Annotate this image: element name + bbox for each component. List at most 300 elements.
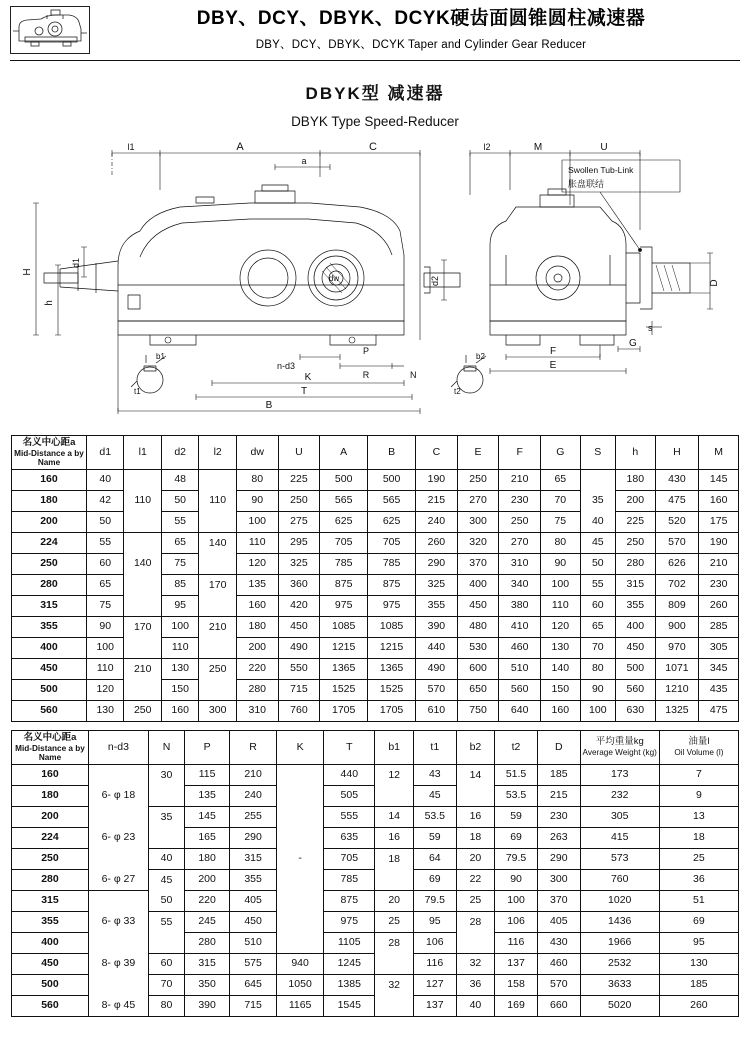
cell-G: 75 bbox=[541, 512, 581, 533]
table-row bbox=[12, 638, 739, 659]
cell-D: 290 bbox=[537, 849, 580, 870]
cell-R: 290 bbox=[230, 828, 277, 849]
cell-a: 250 bbox=[12, 849, 89, 870]
cell-avg-weight: 1436 bbox=[580, 912, 659, 933]
cell-U: 325 bbox=[278, 554, 320, 575]
label-dw: dw bbox=[328, 274, 340, 283]
table-row bbox=[12, 870, 739, 891]
cell-n-d3: 6- φ 23 bbox=[88, 828, 148, 849]
cell-A: 625 bbox=[320, 512, 368, 533]
cell-t2: 69 bbox=[495, 828, 538, 849]
cell-F: 510 bbox=[499, 659, 541, 680]
cell-F: 270 bbox=[499, 533, 541, 554]
cell-l1: 170 bbox=[124, 617, 161, 638]
label-b1: b1 bbox=[156, 352, 165, 361]
cell-K: 1165 bbox=[277, 996, 324, 1017]
table-row bbox=[12, 828, 739, 849]
cell-E: 530 bbox=[457, 638, 499, 659]
cell-B: 1365 bbox=[368, 659, 416, 680]
cell-t2: 137 bbox=[495, 954, 538, 975]
cell-N: 50 bbox=[148, 891, 184, 912]
cell-d2: 65 bbox=[161, 533, 198, 554]
cell-l1 bbox=[124, 470, 161, 491]
cell-b2 bbox=[456, 933, 494, 954]
cell-d2: 130 bbox=[161, 659, 198, 680]
cell-C: 390 bbox=[416, 617, 458, 638]
cell-B: 875 bbox=[368, 575, 416, 596]
cell-G: 150 bbox=[541, 680, 581, 701]
cell-N: 80 bbox=[148, 996, 184, 1017]
cell-a: 500 bbox=[12, 680, 87, 701]
cell-E: 250 bbox=[457, 470, 499, 491]
cell-avg-weight: 760 bbox=[580, 870, 659, 891]
cell-a: 500 bbox=[12, 975, 89, 996]
cell-A: 1525 bbox=[320, 680, 368, 701]
cell-N: 35 bbox=[148, 807, 184, 828]
cell-h: 400 bbox=[616, 617, 656, 638]
cell-l1 bbox=[124, 575, 161, 596]
cell-S: 40 bbox=[580, 512, 615, 533]
cell-h: 630 bbox=[616, 701, 656, 722]
cell-b2: 18 bbox=[456, 828, 494, 849]
cell-a: 560 bbox=[12, 996, 89, 1017]
cell-C: 215 bbox=[416, 491, 458, 512]
cell-avg-weight: 5020 bbox=[580, 996, 659, 1017]
cell-H: 1071 bbox=[655, 659, 699, 680]
cell-R: 355 bbox=[230, 870, 277, 891]
cell-R: 645 bbox=[230, 975, 277, 996]
cell-t2: 90 bbox=[495, 870, 538, 891]
cell-C: 440 bbox=[416, 638, 458, 659]
cell-h: 560 bbox=[616, 680, 656, 701]
cell-E: 320 bbox=[457, 533, 499, 554]
cell-b1: 18 bbox=[375, 849, 413, 870]
cell-E: 400 bbox=[457, 575, 499, 596]
th-t2: t2 bbox=[495, 731, 538, 765]
cell-b1: 20 bbox=[375, 891, 413, 912]
header-titles bbox=[102, 6, 740, 54]
cell-N: 55 bbox=[148, 912, 184, 933]
cell-n-d3: 6- φ 27 bbox=[88, 870, 148, 891]
dimensions-table-2 bbox=[11, 730, 739, 1017]
label-H: H bbox=[22, 268, 33, 276]
cell-R: 210 bbox=[230, 765, 277, 786]
cell-d2: 150 bbox=[161, 680, 198, 701]
cell-b1: 14 bbox=[375, 807, 413, 828]
cell-avg-weight: 573 bbox=[580, 849, 659, 870]
cell-dw: 280 bbox=[236, 680, 278, 701]
cell-l1 bbox=[124, 638, 161, 659]
cell-l1: 250 bbox=[124, 701, 161, 722]
cell-H: 900 bbox=[655, 617, 699, 638]
cell-S: 55 bbox=[580, 575, 615, 596]
table2-header-row bbox=[12, 731, 739, 765]
cell-d2: 100 bbox=[161, 617, 198, 638]
cell-B: 500 bbox=[368, 470, 416, 491]
cell-n-d3: 6- φ 33 bbox=[88, 912, 148, 933]
label-b2: b2 bbox=[476, 352, 485, 361]
cell-d1: 100 bbox=[86, 638, 123, 659]
cell-avg-weight: 415 bbox=[580, 828, 659, 849]
cell-H: 430 bbox=[655, 470, 699, 491]
cell-d2: 48 bbox=[161, 470, 198, 491]
table-row bbox=[12, 996, 739, 1017]
cell-N bbox=[148, 786, 184, 807]
cell-h: 280 bbox=[616, 554, 656, 575]
table-row bbox=[12, 807, 739, 828]
cell-T: 555 bbox=[324, 807, 375, 828]
cell-l2: 210 bbox=[199, 617, 236, 638]
cell-S: 80 bbox=[580, 659, 615, 680]
cell-R: 715 bbox=[230, 996, 277, 1017]
cell-N: 60 bbox=[148, 954, 184, 975]
cell-h: 180 bbox=[616, 470, 656, 491]
label-a: a bbox=[301, 156, 307, 166]
cell-a: 560 bbox=[12, 701, 87, 722]
label-F: F bbox=[549, 346, 557, 357]
cell-S: 65 bbox=[580, 617, 615, 638]
cell-t1: 127 bbox=[413, 975, 456, 996]
label-swollen-en: Swollen Tub-Link bbox=[568, 165, 634, 175]
cell-h: 355 bbox=[616, 596, 656, 617]
table1-header-row bbox=[12, 436, 739, 470]
cell-t2: 79.5 bbox=[495, 849, 538, 870]
cell-a: 160 bbox=[12, 470, 87, 491]
cell-t1: 69 bbox=[413, 870, 456, 891]
cell-D: 263 bbox=[537, 828, 580, 849]
cell-T: 440 bbox=[324, 765, 375, 786]
cell-A: 1705 bbox=[320, 701, 368, 722]
cell-P: 390 bbox=[185, 996, 230, 1017]
cell-P: 115 bbox=[185, 765, 230, 786]
table-row bbox=[12, 680, 739, 701]
cell-d1: 65 bbox=[86, 575, 123, 596]
th-S: S bbox=[580, 436, 615, 470]
cell-B: 1085 bbox=[368, 617, 416, 638]
cell-M: 145 bbox=[699, 470, 739, 491]
title-en: DBY、DCY、DBYK、DCYK Taper and Cylinder Gear Reducer bbox=[255, 38, 587, 51]
cell-H: 702 bbox=[655, 575, 699, 596]
cell-M: 260 bbox=[699, 596, 739, 617]
cell-t2: 158 bbox=[495, 975, 538, 996]
cell-b2: 20 bbox=[456, 849, 494, 870]
cell-K: - bbox=[277, 849, 324, 870]
cell-d1: 120 bbox=[86, 680, 123, 701]
cell-N: 70 bbox=[148, 975, 184, 996]
cell-T: 635 bbox=[324, 828, 375, 849]
cell-l2: 300 bbox=[199, 701, 236, 722]
gear-reducer-logo bbox=[10, 6, 90, 54]
cell-F: 310 bbox=[499, 554, 541, 575]
cell-a: 180 bbox=[12, 786, 89, 807]
cell-A: 1085 bbox=[320, 617, 368, 638]
cell-R: 315 bbox=[230, 849, 277, 870]
cell-K bbox=[277, 870, 324, 891]
cell-t2: 116 bbox=[495, 933, 538, 954]
cell-b2 bbox=[456, 786, 494, 807]
cell-oil-volume: 13 bbox=[659, 807, 738, 828]
cell-H: 520 bbox=[655, 512, 699, 533]
th-P: P bbox=[185, 731, 230, 765]
cell-t1: 116 bbox=[413, 954, 456, 975]
cell-P: 180 bbox=[185, 849, 230, 870]
cell-d2: 85 bbox=[161, 575, 198, 596]
cell-T: 505 bbox=[324, 786, 375, 807]
cell-G: 160 bbox=[541, 701, 581, 722]
cell-l1 bbox=[124, 512, 161, 533]
cell-d2: 50 bbox=[161, 491, 198, 512]
cell-l2 bbox=[199, 680, 236, 701]
th-D: D bbox=[537, 731, 580, 765]
cell-P: 315 bbox=[185, 954, 230, 975]
table-row bbox=[12, 533, 739, 554]
cell-B: 565 bbox=[368, 491, 416, 512]
cell-C: 610 bbox=[416, 701, 458, 722]
cell-C: 190 bbox=[416, 470, 458, 491]
th-l1: l1 bbox=[124, 436, 161, 470]
cell-U: 420 bbox=[278, 596, 320, 617]
cell-n-d3 bbox=[88, 975, 148, 996]
th-A: A bbox=[320, 436, 368, 470]
cell-E: 270 bbox=[457, 491, 499, 512]
cell-a: 355 bbox=[12, 617, 87, 638]
cell-D: 430 bbox=[537, 933, 580, 954]
cell-dw: 310 bbox=[236, 701, 278, 722]
cell-D: 405 bbox=[537, 912, 580, 933]
subtitle-block bbox=[0, 79, 750, 129]
cell-d1: 40 bbox=[86, 470, 123, 491]
cell-avg-weight: 305 bbox=[580, 807, 659, 828]
cell-t1: 106 bbox=[413, 933, 456, 954]
cell-F: 340 bbox=[499, 575, 541, 596]
table-row bbox=[12, 954, 739, 975]
cell-M: 175 bbox=[699, 512, 739, 533]
label-R: R bbox=[362, 370, 370, 380]
cell-n-d3: 8- φ 39 bbox=[88, 954, 148, 975]
cell-a: 450 bbox=[12, 659, 87, 680]
cell-l2: 170 bbox=[199, 575, 236, 596]
cell-C: 290 bbox=[416, 554, 458, 575]
cell-t1: 79.5 bbox=[413, 891, 456, 912]
cell-S: 35 bbox=[580, 491, 615, 512]
table-row bbox=[12, 701, 739, 722]
cell-h: 500 bbox=[616, 659, 656, 680]
cell-U: 225 bbox=[278, 470, 320, 491]
cell-K bbox=[277, 807, 324, 828]
label-l2: l2 bbox=[483, 142, 491, 152]
cell-avg-weight: 3633 bbox=[580, 975, 659, 996]
cell-t2: 169 bbox=[495, 996, 538, 1017]
cell-T: 875 bbox=[324, 891, 375, 912]
cell-S: 45 bbox=[580, 533, 615, 554]
table-row bbox=[12, 912, 739, 933]
th-T: T bbox=[324, 731, 375, 765]
cell-K bbox=[277, 891, 324, 912]
label-t1: t1 bbox=[134, 387, 141, 396]
cell-F: 410 bbox=[499, 617, 541, 638]
cell-l2 bbox=[199, 596, 236, 617]
cell-a: 180 bbox=[12, 491, 87, 512]
cell-dw: 220 bbox=[236, 659, 278, 680]
th-d1: d1 bbox=[86, 436, 123, 470]
cell-b1: 28 bbox=[375, 933, 413, 954]
cell-t2: 59 bbox=[495, 807, 538, 828]
cell-dw: 135 bbox=[236, 575, 278, 596]
label-t2: t2 bbox=[454, 387, 461, 396]
cell-R: 510 bbox=[230, 933, 277, 954]
th-avg-weight: 平均重量kg Average Weight (kg) bbox=[580, 731, 659, 765]
cell-oil-volume: 130 bbox=[659, 954, 738, 975]
cell-C: 260 bbox=[416, 533, 458, 554]
cell-U: 490 bbox=[278, 638, 320, 659]
cell-R: 450 bbox=[230, 912, 277, 933]
cell-n-d3 bbox=[88, 807, 148, 828]
cell-G: 120 bbox=[541, 617, 581, 638]
cell-n-d3 bbox=[88, 765, 148, 786]
th-M: M bbox=[699, 436, 739, 470]
cell-G: 65 bbox=[541, 470, 581, 491]
cell-M: 305 bbox=[699, 638, 739, 659]
cell-b2: 28 bbox=[456, 912, 494, 933]
cell-avg-weight: 1966 bbox=[580, 933, 659, 954]
cell-G: 140 bbox=[541, 659, 581, 680]
cell-dw: 90 bbox=[236, 491, 278, 512]
cell-a: 224 bbox=[12, 533, 87, 554]
cell-A: 1215 bbox=[320, 638, 368, 659]
cell-F: 230 bbox=[499, 491, 541, 512]
cell-d2: 160 bbox=[161, 701, 198, 722]
cell-U: 715 bbox=[278, 680, 320, 701]
cell-dw: 100 bbox=[236, 512, 278, 533]
th-t1: t1 bbox=[413, 731, 456, 765]
cell-E: 600 bbox=[457, 659, 499, 680]
cell-oil-volume: 25 bbox=[659, 849, 738, 870]
cell-R: 255 bbox=[230, 807, 277, 828]
cell-M: 285 bbox=[699, 617, 739, 638]
th-R: R bbox=[230, 731, 277, 765]
cell-T: 1385 bbox=[324, 975, 375, 996]
cell-S: 50 bbox=[580, 554, 615, 575]
subtitle-cn: DBYK型 减速器 bbox=[305, 84, 445, 103]
cell-G: 70 bbox=[541, 491, 581, 512]
cell-oil-volume: 7 bbox=[659, 765, 738, 786]
table-row bbox=[12, 891, 739, 912]
cell-P: 350 bbox=[185, 975, 230, 996]
cell-oil-volume: 95 bbox=[659, 933, 738, 954]
cell-B: 1215 bbox=[368, 638, 416, 659]
cell-dw: 120 bbox=[236, 554, 278, 575]
page-header bbox=[0, 0, 750, 56]
cell-l1 bbox=[124, 596, 161, 617]
cell-d1: 130 bbox=[86, 701, 123, 722]
cell-l2: 110 bbox=[199, 491, 236, 512]
table-row bbox=[12, 596, 739, 617]
cell-d1: 60 bbox=[86, 554, 123, 575]
cell-E: 750 bbox=[457, 701, 499, 722]
cell-A: 785 bbox=[320, 554, 368, 575]
cell-A: 1365 bbox=[320, 659, 368, 680]
cell-t1: 137 bbox=[413, 996, 456, 1017]
cell-t1: 53.5 bbox=[413, 807, 456, 828]
cell-t1: 59 bbox=[413, 828, 456, 849]
cell-S: 60 bbox=[580, 596, 615, 617]
cell-n-d3 bbox=[88, 891, 148, 912]
cell-B: 975 bbox=[368, 596, 416, 617]
cell-d2: 110 bbox=[161, 638, 198, 659]
cell-S: 90 bbox=[580, 680, 615, 701]
cell-oil-volume: 36 bbox=[659, 870, 738, 891]
cell-R: 575 bbox=[230, 954, 277, 975]
cell-U: 275 bbox=[278, 512, 320, 533]
cell-b2: 32 bbox=[456, 954, 494, 975]
cell-A: 565 bbox=[320, 491, 368, 512]
cell-T: 1245 bbox=[324, 954, 375, 975]
cell-b2: 36 bbox=[456, 975, 494, 996]
cell-D: 185 bbox=[537, 765, 580, 786]
cell-t2: 53.5 bbox=[495, 786, 538, 807]
cell-l2 bbox=[199, 470, 236, 491]
cell-S bbox=[580, 470, 615, 491]
cell-a: 250 bbox=[12, 554, 87, 575]
cell-n-d3: 6- φ 18 bbox=[88, 786, 148, 807]
cell-C: 490 bbox=[416, 659, 458, 680]
cell-M: 230 bbox=[699, 575, 739, 596]
cell-a: 450 bbox=[12, 954, 89, 975]
cell-n-d3 bbox=[88, 933, 148, 954]
cell-C: 570 bbox=[416, 680, 458, 701]
label-G: G bbox=[629, 338, 637, 349]
th-b1: b1 bbox=[375, 731, 413, 765]
th-mid-distance: 名义中心距a Mid-Distance a by Name bbox=[12, 436, 87, 470]
cell-l2: 140 bbox=[199, 533, 236, 554]
cell-t2: 51.5 bbox=[495, 765, 538, 786]
cell-B: 705 bbox=[368, 533, 416, 554]
cell-n-d3 bbox=[88, 849, 148, 870]
cell-t1: 43 bbox=[413, 765, 456, 786]
cell-F: 560 bbox=[499, 680, 541, 701]
cell-P: 145 bbox=[185, 807, 230, 828]
cell-K bbox=[277, 765, 324, 786]
cell-H: 970 bbox=[655, 638, 699, 659]
cell-oil-volume: 185 bbox=[659, 975, 738, 996]
table-row bbox=[12, 491, 739, 512]
cell-oil-volume: 51 bbox=[659, 891, 738, 912]
th-l2: l2 bbox=[199, 436, 236, 470]
cell-A: 975 bbox=[320, 596, 368, 617]
cell-l2: 250 bbox=[199, 659, 236, 680]
th-C: C bbox=[416, 436, 458, 470]
th-n-d3: n-d3 bbox=[88, 731, 148, 765]
cell-a: 200 bbox=[12, 512, 87, 533]
cell-D: 215 bbox=[537, 786, 580, 807]
cell-a: 280 bbox=[12, 870, 89, 891]
label-D: D bbox=[709, 279, 720, 287]
cell-n-d3: 8- φ 45 bbox=[88, 996, 148, 1017]
cell-P: 135 bbox=[185, 786, 230, 807]
title-cn: DBY、DCY、DBYK、DCYK硬齿面圆锥圆柱减速器 bbox=[196, 8, 646, 29]
table-row bbox=[12, 933, 739, 954]
th-d2: d2 bbox=[161, 436, 198, 470]
label-C: C bbox=[369, 141, 377, 153]
th-H: H bbox=[655, 436, 699, 470]
label-h: h bbox=[44, 300, 55, 306]
cell-b1 bbox=[375, 786, 413, 807]
cell-d1: 50 bbox=[86, 512, 123, 533]
cell-dw: 180 bbox=[236, 617, 278, 638]
cell-H: 570 bbox=[655, 533, 699, 554]
cell-R: 405 bbox=[230, 891, 277, 912]
cell-b1: 32 bbox=[375, 975, 413, 996]
